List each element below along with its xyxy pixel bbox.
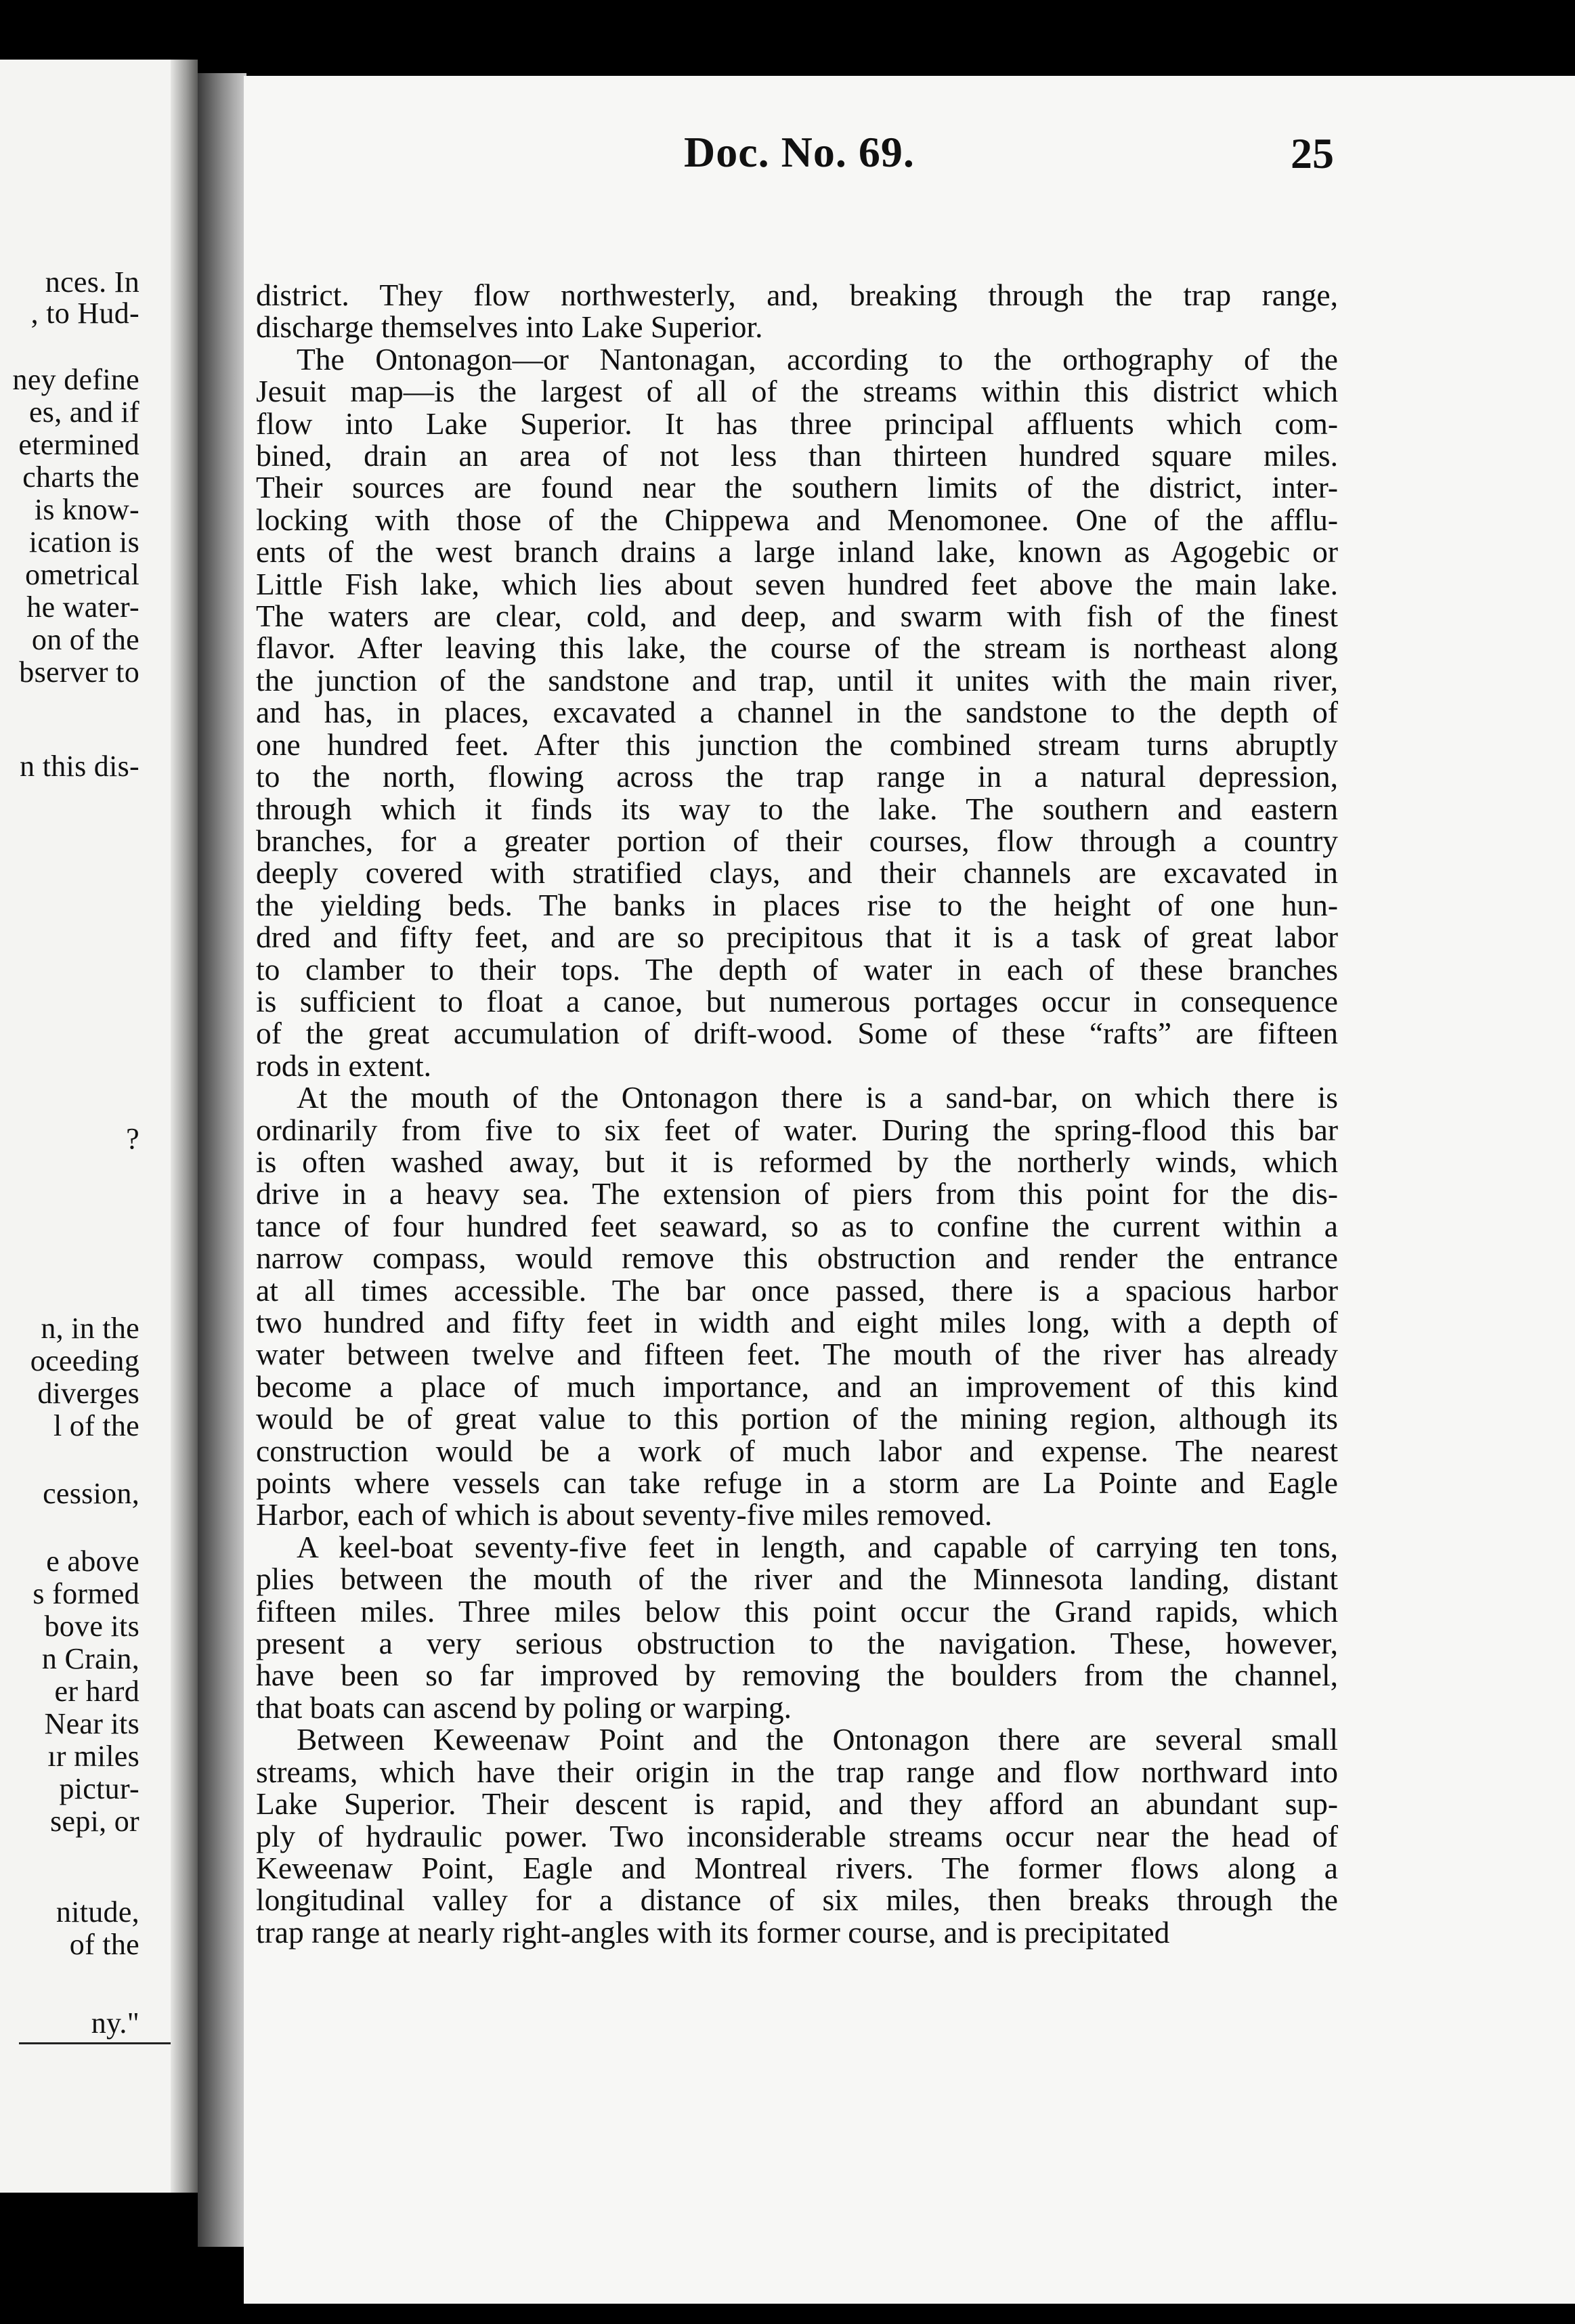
text-line: flavor. After leaving this lake, the course of the stream is northeast along <box>256 630 1338 666</box>
text-line: rods in extent. <box>256 1048 432 1083</box>
paragraph <box>256 1723 1338 1948</box>
left-page-line: diverges <box>37 1377 139 1410</box>
paragraph <box>256 279 1338 343</box>
text-line: bined, drain an area of not less than thirteen hundred square miles. <box>256 438 1338 473</box>
text-line: Between Keweenaw Point and the Ontonagon there are several small <box>297 1722 1338 1757</box>
text-line: that boats can ascend by poling or warping. <box>256 1690 792 1725</box>
text-line: to the north, flowing across the trap range in a natural depression, <box>256 759 1338 794</box>
text-line: plies between the mouth of the river and the Minnesota landing, distant <box>256 1562 1338 1597</box>
text-line: Little Fish lake, which lies about seven hundred feet above the main lake. <box>256 566 1338 601</box>
left-page-line: ır miles <box>47 1740 139 1773</box>
text-line: ply of hydraulic power. Two inconsiderable streams occur near the head of <box>256 1818 1338 1853</box>
left-page-line: etermined <box>18 428 139 461</box>
text-line: tance of four hundred feet seaward, so as to confine the current within a <box>256 1208 1338 1243</box>
text-line: two hundred and fifty feet in width and eight miles long, with a depth of <box>256 1305 1338 1339</box>
left-page-line: ometrical <box>25 558 139 591</box>
left-page-line: cession, <box>43 1477 139 1510</box>
paragraph <box>256 1531 1338 1723</box>
left-page-line: ny." <box>91 2006 139 2040</box>
text-line: to clamber to their tops. The depth of water in each of these branches <box>256 951 1338 987</box>
text-line: deeply covered with stratified clays, and their channels are excavated in <box>256 855 1338 890</box>
left-page-line: ication is <box>28 525 139 559</box>
text-line: Harbor, each of which is about seventy-five miles removed. <box>256 1497 993 1532</box>
left-facing-page <box>0 60 198 2193</box>
left-page-line: es, and if <box>28 395 139 429</box>
footnote-rule <box>19 2042 175 2044</box>
text-line: streams, which have their origin in the trap range and flow northward into <box>256 1754 1338 1789</box>
left-page-line: Near its <box>44 1707 139 1740</box>
left-page-line: oceeding <box>30 1344 139 1377</box>
text-line: through which it finds its way to the lake. The southern and eastern <box>256 791 1338 826</box>
text-line: construction would be a work of much labor and expense. The nearest <box>256 1433 1338 1468</box>
left-page-line: n this dis- <box>20 750 139 783</box>
text-line: and has, in places, excavated a channel in the sandstone to the depth of <box>256 695 1338 730</box>
left-page-line: pictur- <box>59 1772 139 1805</box>
text-line: present a very serious obstruction to the navigation. These, however, <box>256 1626 1338 1661</box>
left-page-line: s formed <box>33 1577 139 1610</box>
text-line: narrow compass, would remove this obstruction and render the entrance <box>256 1241 1338 1276</box>
text-line: points where vessels can take refuge in a storm are La Pointe and Eagle <box>256 1465 1338 1501</box>
running-head: Doc. No. 69. <box>684 128 915 176</box>
left-page-line: ney define <box>12 363 139 396</box>
text-line: dred and fifty feet, and are so precipitous that it is a task of great labor <box>256 920 1338 955</box>
left-page-line: l of the <box>53 1409 139 1442</box>
text-line: The waters are clear, cold, and deep, and swarm with fish of the finest <box>256 599 1338 634</box>
paragraph <box>256 1081 1338 1531</box>
left-page-line: , to Hud- <box>30 297 139 330</box>
text-line: branches, for a greater portion of their courses, flow through a country <box>256 823 1338 858</box>
text-line: district. They flow northwesterly, and, breaking through the trap range, <box>256 278 1338 312</box>
left-page-line: bserver to <box>19 655 139 689</box>
text-line: flow into Lake Superior. It has three principal affluents which com- <box>256 406 1338 441</box>
text-line: At the mouth of the Ontonagon there is a sand-bar, on which there is <box>297 1080 1338 1115</box>
text-line: is sufficient to float a canoe, but numerous portages occur in consequence <box>256 983 1338 1018</box>
paragraph <box>256 343 1338 1081</box>
text-line: Lake Superior. Their descent is rapid, and they afford an abundant sup- <box>256 1786 1338 1822</box>
left-page-line: n, in the <box>41 1312 139 1345</box>
text-line: trap range at nearly right-angles with its former course, and is precipitated <box>256 1914 1170 1950</box>
text-line: of the great accumulation of drift-wood. Some of these “rafts” are fifteen <box>256 1016 1338 1051</box>
left-page-line: bove its <box>44 1610 139 1643</box>
text-line: the junction of the sandstone and trap, until it unites with the main river, <box>256 662 1338 697</box>
text-line: water between twelve and fifteen feet. The mouth of the river has already <box>256 1337 1338 1372</box>
page-number: 25 <box>1291 129 1334 177</box>
text-line: discharge themselves into Lake Superior. <box>256 309 763 345</box>
text-line: The Ontonagon—or Nantonagan, according to the orthography of the <box>297 341 1338 376</box>
left-page-line: nces. In <box>45 265 139 299</box>
left-page-line: on of the <box>31 623 139 656</box>
text-line: ents of the west branch drains a large inland lake, known as Agogebic or <box>256 534 1338 569</box>
text-line: the yielding beds. The banks in places rise to the height of one hun- <box>256 887 1338 922</box>
text-line: ordinarily from five to six feet of water. During the spring-flood this bar <box>256 1112 1338 1147</box>
text-line: would be of great value to this portion of the mining region, although its <box>256 1401 1338 1436</box>
left-page-line: n Crain, <box>41 1642 139 1675</box>
left-page-line: er hard <box>54 1675 139 1708</box>
left-page-line: of the <box>69 1928 139 1961</box>
left-page-line: he water- <box>26 590 139 624</box>
text-line: at all times accessible. The bar once passed, there is a spacious harbor <box>256 1272 1338 1308</box>
left-page-line: charts the <box>22 460 139 494</box>
text-line: longitudinal valley for a distance of six miles, then breaks through the <box>256 1882 1338 1918</box>
left-page-line: sepi, or <box>50 1805 139 1838</box>
text-line: Keweenaw Point, Eagle and Montreal rivers. The former flows along a <box>256 1850 1338 1885</box>
text-line: locking with those of the Chippewa and Menomonee. One of the afflu- <box>256 502 1338 537</box>
left-page-line: nitude, <box>56 1895 139 1929</box>
left-page-line: is know- <box>34 493 139 526</box>
text-line: A keel-boat seventy-five feet in length, and capable of carrying ten tons, <box>297 1529 1338 1564</box>
body-text <box>256 279 1338 1948</box>
text-line: drive in a heavy sea. The extension of piers from this point for the dis- <box>256 1176 1338 1211</box>
left-page-line: ? <box>126 1122 139 1155</box>
text-line: have been so far improved by removing the boulders from the channel, <box>256 1658 1338 1693</box>
book-gutter <box>198 73 246 2247</box>
text-line: Their sources are found near the southern limits of the district, inter- <box>256 470 1338 505</box>
text-line: one hundred feet. After this junction the combined stream turns abruptly <box>256 727 1338 762</box>
text-line: become a place of much importance, and an improvement of this kind <box>256 1369 1338 1404</box>
text-line: is often washed away, but it is reformed by the northerly winds, which <box>256 1144 1338 1179</box>
text-line: Jesuit map—is the largest of all of the streams within this district which <box>256 374 1338 409</box>
left-page-line: e above <box>46 1545 139 1578</box>
text-line: fifteen miles. Three miles below this point occur the Grand rapids, which <box>256 1593 1338 1629</box>
page-spine-shadow <box>171 60 198 2193</box>
